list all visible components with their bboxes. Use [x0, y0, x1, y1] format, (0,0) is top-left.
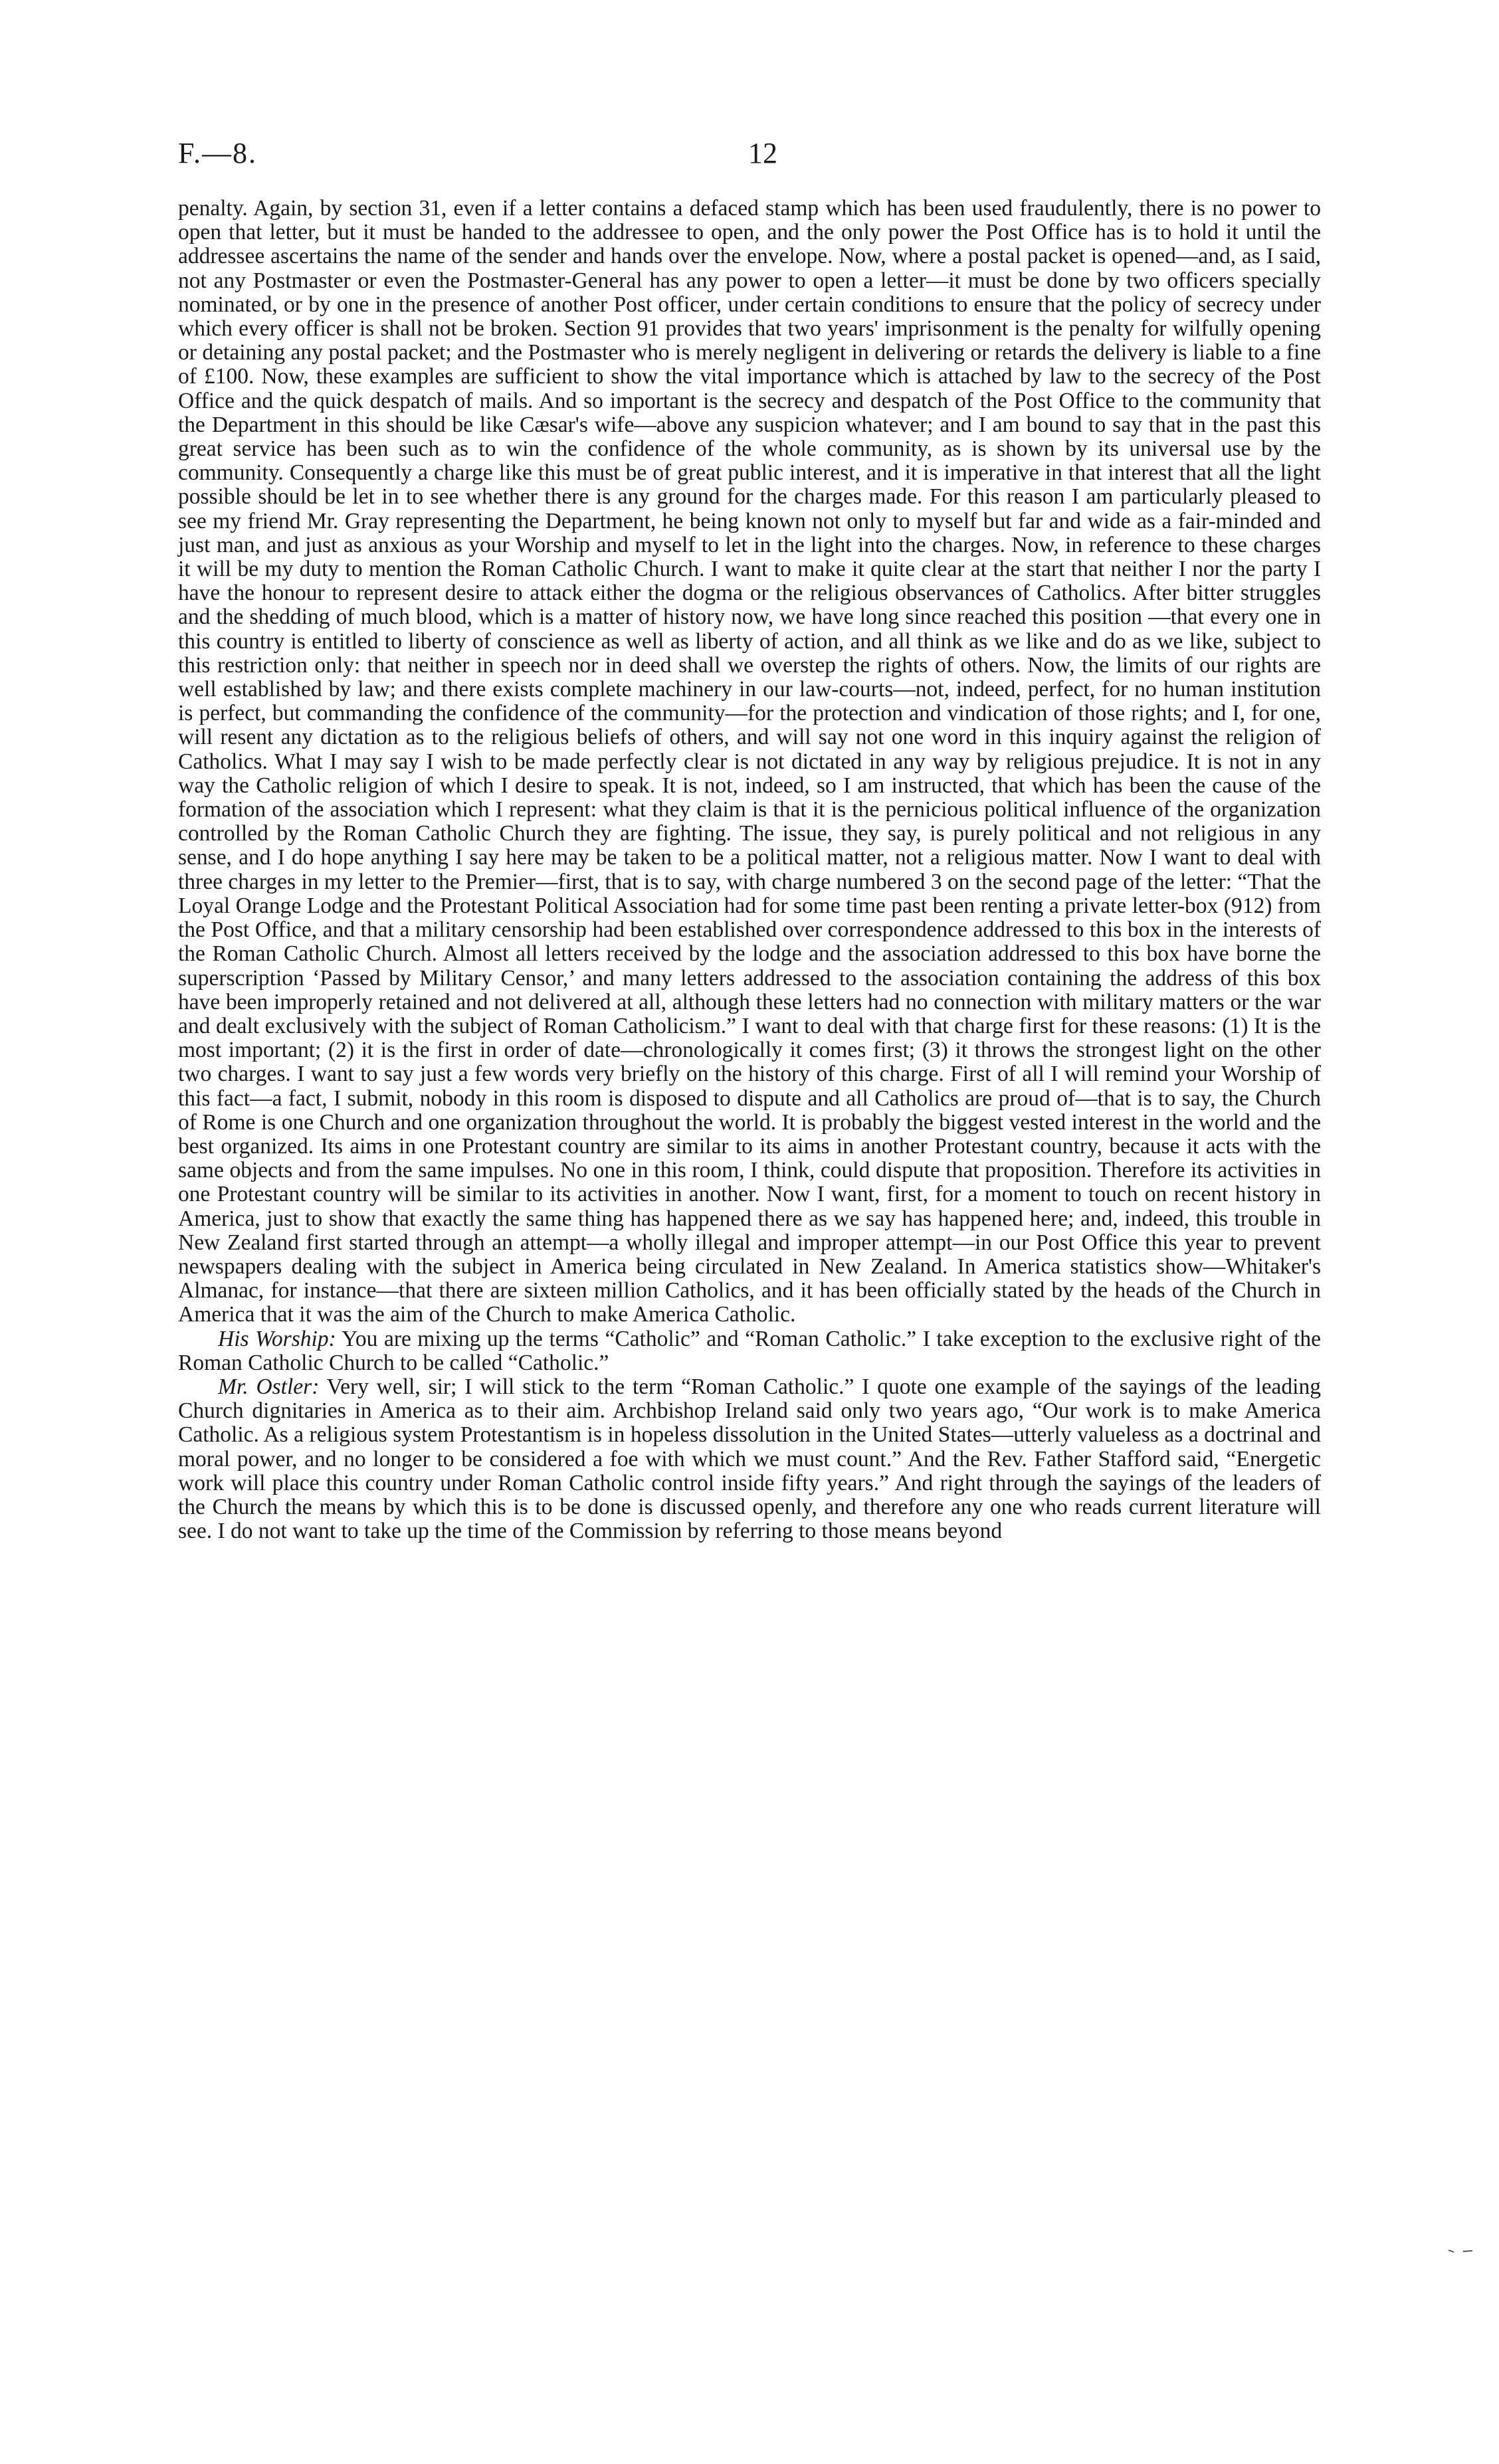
scan-mark-icon	[1449, 2248, 1475, 2255]
paragraph-mr-ostler	[178, 1375, 1321, 1543]
document-reference: F.—8.	[178, 137, 257, 169]
paragraph-1	[178, 197, 1321, 1327]
paragraph-2-text: You are mixing up the terms “Catholic” and “Roman Catholic.” I take exception to the exclusive right of the Roman Catholic Church to be called “Catholic.”	[178, 1326, 1322, 1375]
paragraph-1-text: penalty. Again, by section 31, even if a letter contains a defaced stamp which has been used fraudulently, there is no power to open that letter, but it must be handed to the addressee to open, and the only power the Post Office has is to hold it until the addressee ascertains the name of the sender and hands over the envelope. Now, where a postal packet is opened—and, as I said, not any Postmaster or even the Postmaster-General has any power to open a letter—it must be done by two officers specially nominated, or by one in the presence of another Post officer, under certain conditions to ensure that the policy of secrecy under which every officer is shall not be broken. Section 91 provides that two years' imprisonment is the penalty for wilfully opening or detaining any postal packet; and the Postmaster who is merely negligent in delivering or retards the delivery is liable to a fine of £100. Now, these examples are sufficient to show the vital importance which is attached by law to the secrecy of the Post Office and the quick despatch of mails. And so important is the secrecy and despatch of the Post Office to the community that the Department in this should be like Cæsar's wife—above any suspicion whatever; and I am bound to say that in the past this great service has been such as to win the confidence of the whole community, as is shown by its universal use by the community. Consequently a charge like this must be of great public interest, and it is imperative in that interest that all the light possible should be let in to see whether there is any ground for the charges made. For this reason I am particularly pleased to see my friend Mr. Gray representing the Department, he being known not only to myself but far and wide as a fair-minded and just man, and just as anxious as your Worship and myself to let in the light into the charges. Now, in reference to these charges it will be my duty to mention the Roman Catholic Church. I want to make it quite clear at the start that neither I nor the party I have the honour to represent desire to attack either the dogma or the religious observances of Catholics. After bitter struggles and the shedding of much blood, which is a matter of history now, we have long since reached this position —that every one in this country is entitled to liberty of conscience as well as liberty of action, and all think as we like and do as we like, subject to this restriction only: that neither in speech nor in deed shall we overstep the rights of others. Now, the limits of our rights are well established by law; and there exists complete machinery in our law-courts—not, indeed, perfect, for no human institution is perfect, but commanding the confidence of the community—for the protection and vindication of those rights; and I, for one, will resent any dictation as to the religious beliefs of others, and will say not one word in this inquiry against the religion of Catholics. What I may say I wish to be made perfectly clear is not dictated in any way by religious prejudice. It is not in any way the Catholic religion of which I desire to speak. It is not, indeed, so I am instructed, that which has been the cause of the formation of the association which I represent: what they claim is that it is the pernicious political influence of the organization controlled by the Roman Catholic Church they are fighting. The issue, they say, is purely political and not religious in any sense, and I do hope anything I say here may be taken to be a political matter, not a religious matter. Now I want to deal with three charges in my letter to the Premier—first, that is to say, with charge numbered 3 on the second page of the letter: “That the Loyal Orange Lodge and the Protestant Political Association had for some time past been renting a private letter-box (912) from the Post Office, and that a military censorship had been established over correspondence addressed to this box in the interests of the Roman Catholic Church. Almost all letters received by the lodge and the association addressed to this box have borne the superscription ‘Passed by Military Censor,’ and many letters addressed to the association containing the address of this box have been improperly retained and not delivered at all, although these letters had no connection with military matters or the war and dealt exclusively with the subject of Roman Catholicism.” I want to deal with that charge first for these reasons: (1) It is the most important; (2) it is the first in order of date—chronologically it comes first; (3) it throws the strongest light on the other two charges. I want to say just a few words very briefly on the history of this charge. First of all I will remind your Worship of this fact—a fact, I submit, nobody in this room is disposed to dispute and all Catholics are proud of—that is to say, the Church of Rome is one Church and one organization throughout the world. It is probably the biggest vested interest in the world and the best organized. Its aims in one Protestant country are similar to its aims in another Protestant country, because it acts with the same objects and from the same impulses. No one in this room, I think, could dispute that proposition. Therefore its activities in one Protestant country will be similar to its activities in another. Now I want, first, for a moment to touch on recent history in America, just to show that exactly the same thing has happened there as we say has happened here; and, indeed, this trouble in New Zealand first started through an attempt—a wholly illegal and improper attempt—in our Post Office this year to prevent newspapers dealing with the subject in America being circulated in New Zealand. In America statistics show—Whitaker's Almanac, for instance—that there are sixteen million Catholics, and it has been officially stated by the heads of the Church in America that it was the aim of the Church to make America Catholic.	[178, 196, 1321, 1327]
speaker-his-worship: His Worship:	[218, 1326, 336, 1351]
body-text	[178, 197, 1321, 1543]
paragraph-3-text: Very well, sir; I will stick to the term “Roman Catholic.” I quote one example of the sayings of the leading Church dignitaries in America as to their aim. Archbishop Ireland said only two years ago, “Our work is to make America Catholic. As a religious system Protestantism is in hopeless dissolution in the United States—utterly valueless as a doctrinal and moral power, and no longer to be considered a foe with which we must count.” And the Rev. Father Stafford said, “Energetic work will place this country under Roman Catholic control inside fifty years.” And right through the sayings of the leaders of the Church the means by which this is to be done is discussed openly, and therefore any one who reads current literature will see. I do not want to take up the time of the Commission by referring to those means beyond	[178, 1374, 1321, 1544]
page-number: 12	[748, 137, 777, 169]
speaker-mr-ostler: Mr. Ostler:	[218, 1374, 320, 1399]
paragraph-his-worship	[178, 1327, 1321, 1375]
page-header	[178, 136, 1321, 176]
